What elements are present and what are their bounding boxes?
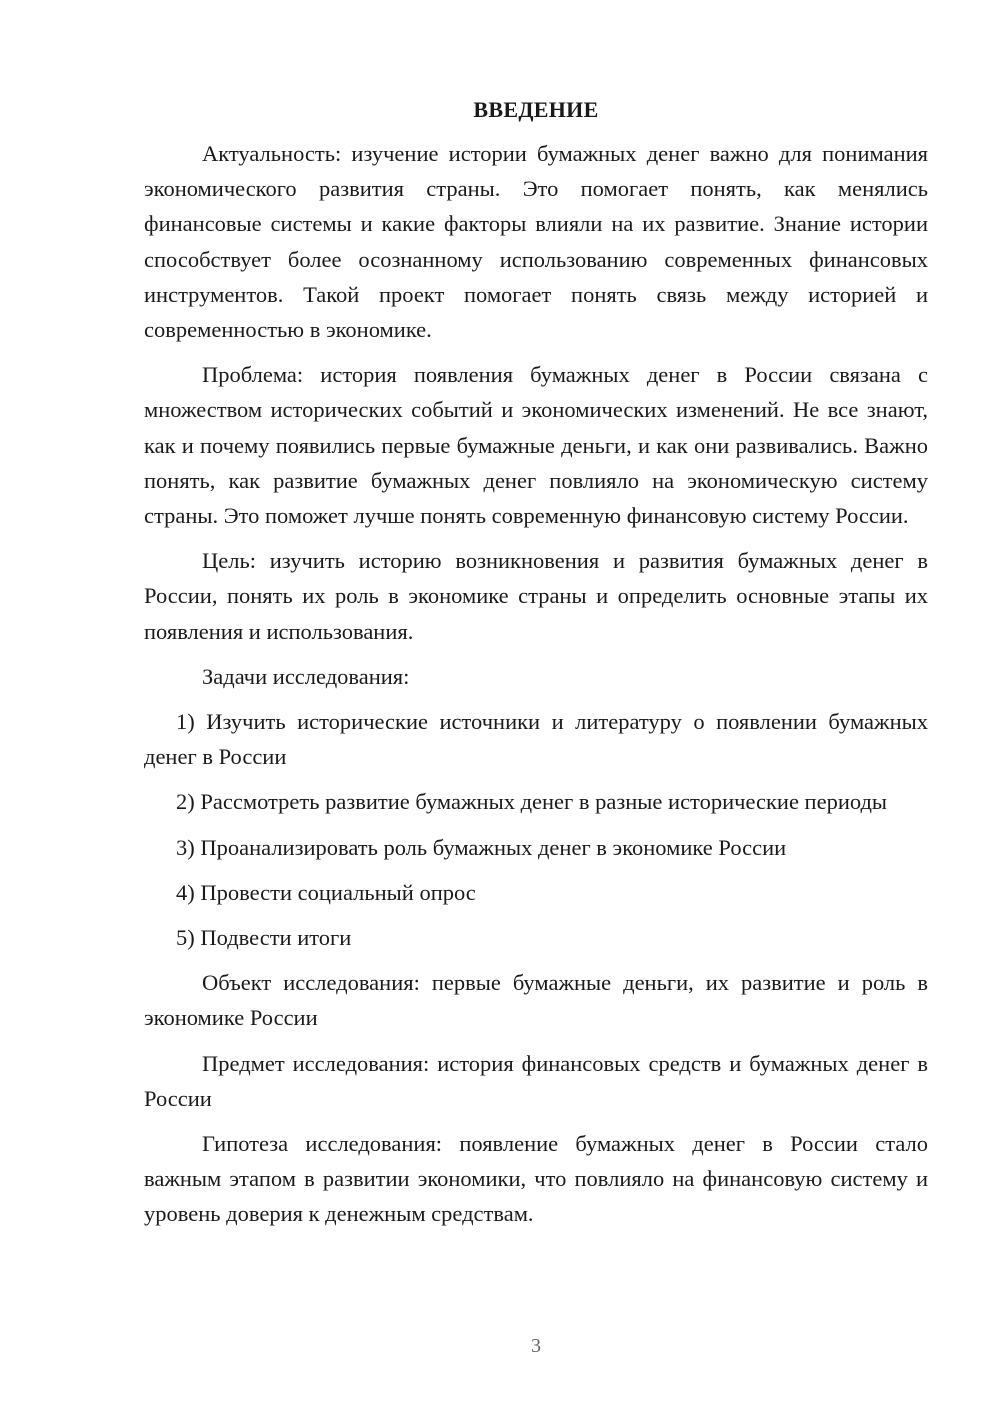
document-page xyxy=(144,92,928,1242)
task-item-1: 1) Изучить исторические источники и литературу о появлении бумажных денег в России xyxy=(144,709,928,770)
task-item-2: 2) Рассмотреть развитие бумажных денег в разные исторические периоды xyxy=(176,789,888,815)
paragraph-relevance: Актуальность: изучение истории бумажных денег важно для понимания экономического развития страны. Это помогает понять, как менялись финансовые системы и какие факторы влияли на их развитие. Знание истории способствует более осознанному использованию современных финансовых инструментов. Такой проект помогает понять связь между историей и современностью в экономике. xyxy=(144,141,928,343)
paragraph-hypothesis: Гипотеза исследования: появление бумажных денег в России стало важным этапом в развитии экономики, что повлияло на финансовую систему и уровень доверия к денежным средствам. xyxy=(144,1131,928,1227)
task-item-4: 4) Провести социальный опрос xyxy=(176,879,476,905)
paragraph-goal: Цель: изучить историю возникновения и развития бумажных денег в России, понять их роль в экономике страны и определить основные этапы их появления и использования. xyxy=(144,548,928,644)
paragraph-object: Объект исследования: первые бумажные деньги, их развитие и роль в экономике России xyxy=(144,970,928,1031)
tasks-title: Задачи исследования: xyxy=(202,663,410,689)
task-item-5: 5) Подвести итоги xyxy=(176,925,352,951)
page-number: 3 xyxy=(531,1335,541,1357)
section-heading: ВВЕДЕНИЕ xyxy=(473,97,599,122)
task-item-3: 3) Проанализировать роль бумажных денег в экономике России xyxy=(176,834,787,860)
paragraph-problem: Проблема: история появления бумажных денег в России связана с множеством исторических событий и экономических изменений. Не все знают, как и почему появились первые бумажные деньги, и как они развивались. Важно понять, как развитие бумажных денег повлияло на экономическую систему страны. Это поможет лучше понять современную финансовую систему России. xyxy=(144,362,928,529)
paragraph-subject: Предмет исследования: история финансовых средств и бумажных денег в России xyxy=(144,1050,928,1111)
